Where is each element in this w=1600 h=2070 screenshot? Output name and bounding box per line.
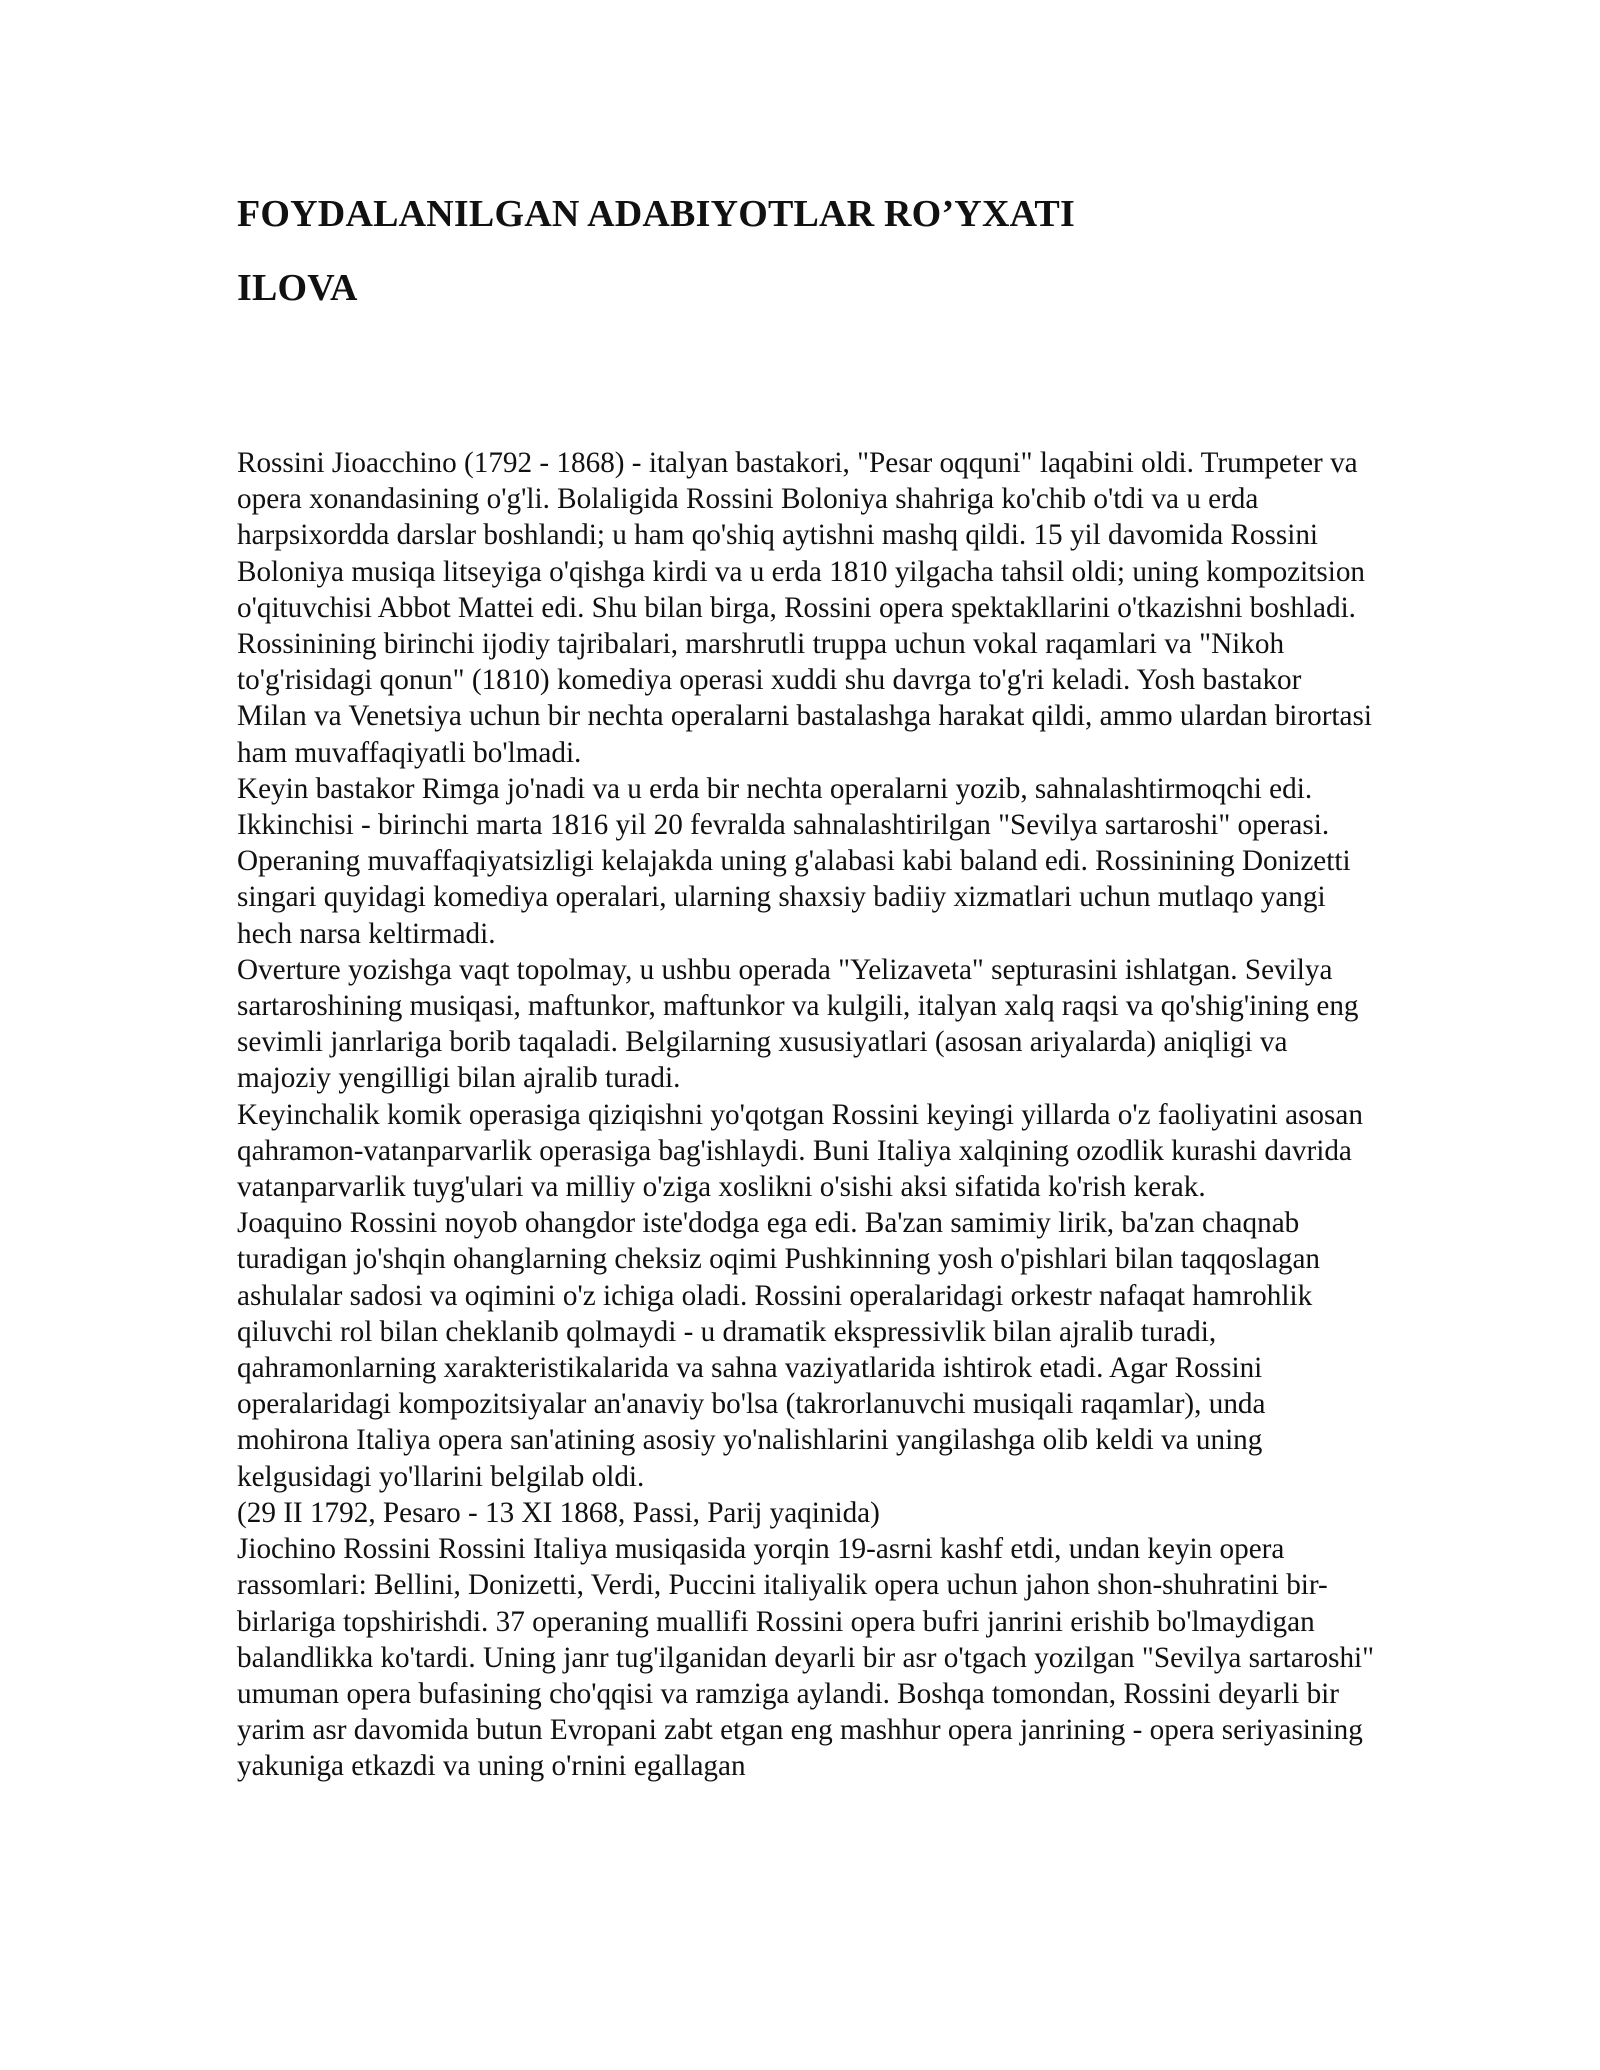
paragraph: (29 II 1792, Pesaro - 13 XI 1868, Passi, Parij yaqinida): [237, 1496, 880, 1529]
paragraph: Keyinchalik komik operasiga qiziqishni yo'qotgan Rossini keyingi yillarda o'z faoliyatini asosan qahramon-vatanparvarlik operasiga bag'ishlaydi. Buni Italiya xalqining ozodlik kurashi davrida vatanparvarlik tuyg'ulari va milliy o'ziga xoslikni o'sishi aksi sifatida ko'rish kerak.: [237, 1098, 1363, 1204]
body-text: [237, 445, 1377, 1785]
paragraph: Keyin bastakor Rimga jo'nadi va u erda bir nechta operalarni yozib, sahnalashtirmoqchi edi. Ikkinchisi - birinchi marta 1816 yil 20 fevralda sahnalashtirilgan "Sevilya sartaroshi" operasi. Operaning muvaffaqiyatsizligi kelajakda uning g'alabasi kabi baland edi. Rossinining Donizetti singari quyidagi komediya operalari, ularning shaxsiy badiiy xizmatlari uchun mutlaqo yangi hech narsa keltirmadi.: [237, 772, 1351, 950]
paragraph: Joaquino Rossini noyob ohangdor iste'dodga ega edi. Ba'zan samimiy lirik, ba'zan chaqnab turadigan jo'shqin ohanglarning cheksiz oqimi Pushkinning yosh o'pishlari bilan taqqoslagan ashulalar sadosi va oqimini o'z ichiga oladi. Rossini operalaridagi orkestr nafaqat hamrohlik qiluvchi rol bilan cheklanib qolmaydi - u dramatik ekspressivlik bilan ajralib turadi, qahramonlarning xarakteristikalarida va sahna vaziyatlarida ishtirok etadi. Agar Rossini operalaridagi kompozitsiyalar an'anaviy bo'lsa (takrorlanuvchi musiqali raqamlar), unda mohirona Italiya opera san'atining asosiy yo'nalishlarini yangilashga olib keldi va uning kelgusidagi yo'llarini belgilab oldi.: [237, 1207, 1321, 1493]
paragraph: Overture yozishga vaqt topolmay, u ushbu operada "Yelizaveta" septurasini ishlatgan. Sevilya sartaroshining musiqasi, maftunkor, maftunkor va kulgili, italyan xalq raqsi va qo'shig'ining eng sevimli janrlariga borib taqaladi. Belgilarning xususiyatlari (asosan ariyalarda) aniqligi va majoziy yengilligi bilan ajralib turadi.: [237, 953, 1359, 1095]
paragraph: Jiochino Rossini Rossini Italiya musiqasida yorqin 19-asrni kashf etdi, undan keyin opera rassomlari: Bellini, Donizetti, Verdi, Puccini italiyalik opera uchun jahon shon-shuhratini bir-birlariga topshirishdi. 37 operaning muallifi Rossini opera bufri janrini erishib bo'lmaydigan balandlikka ko'tardi. Uning janr tug'ilganidan deyarli bir asr o'tgach yozilgan "Sevilya sartaroshi" umuman opera bufasining cho'qqisi va ramziga aylandi. Boshqa tomondan, Rossini deyarli bir yarim asr davomida butun Evropani zabt etgan eng mashhur opera janrining - opera seriyasining yakuniga etkazdi va uning o'rnini egallagan: [237, 1533, 1375, 1783]
page-title: FOYDALANILGAN ADABIYOTLAR RO’YXATI: [237, 193, 1075, 235]
section-heading-ilova: ILOVA: [237, 267, 358, 309]
paragraph: Rossini Jioacchino (1792 - 1868) - italyan bastakori, "Pesar oqquni" laqabini oldi. Trumpeter va opera xonandasining o'g'li. Bolaligida Rossini Boloniya shahriga ko'chib o'tdi va u erda harpsixordda darslar boshlandi; u ham qo'shiq aytishni mashq qildi. 15 yil davomida Rossini Boloniya musiqa litseyiga o'qishga kirdi va u erda 1810 yilgacha tahsil oldi; uning kompozitsion o'qituvchisi Abbot Mattei edi. Shu bilan birga, Rossini opera spektakllarini o'tkazishni boshladi. Rossinining birinchi ijodiy tajribalari, marshrutli truppa uchun vokal raqamlari va "Nikoh to'g'risidagi qonun" (1810) komediya operasi xuddi shu davrga to'g'ri keladi. Yosh bastakor Milan va Venetsiya uchun bir nechta operalarni bastalashga harakat qildi, ammo ulardan birortasi ham muvaffaqiyatli bo'lmadi.: [237, 447, 1372, 769]
